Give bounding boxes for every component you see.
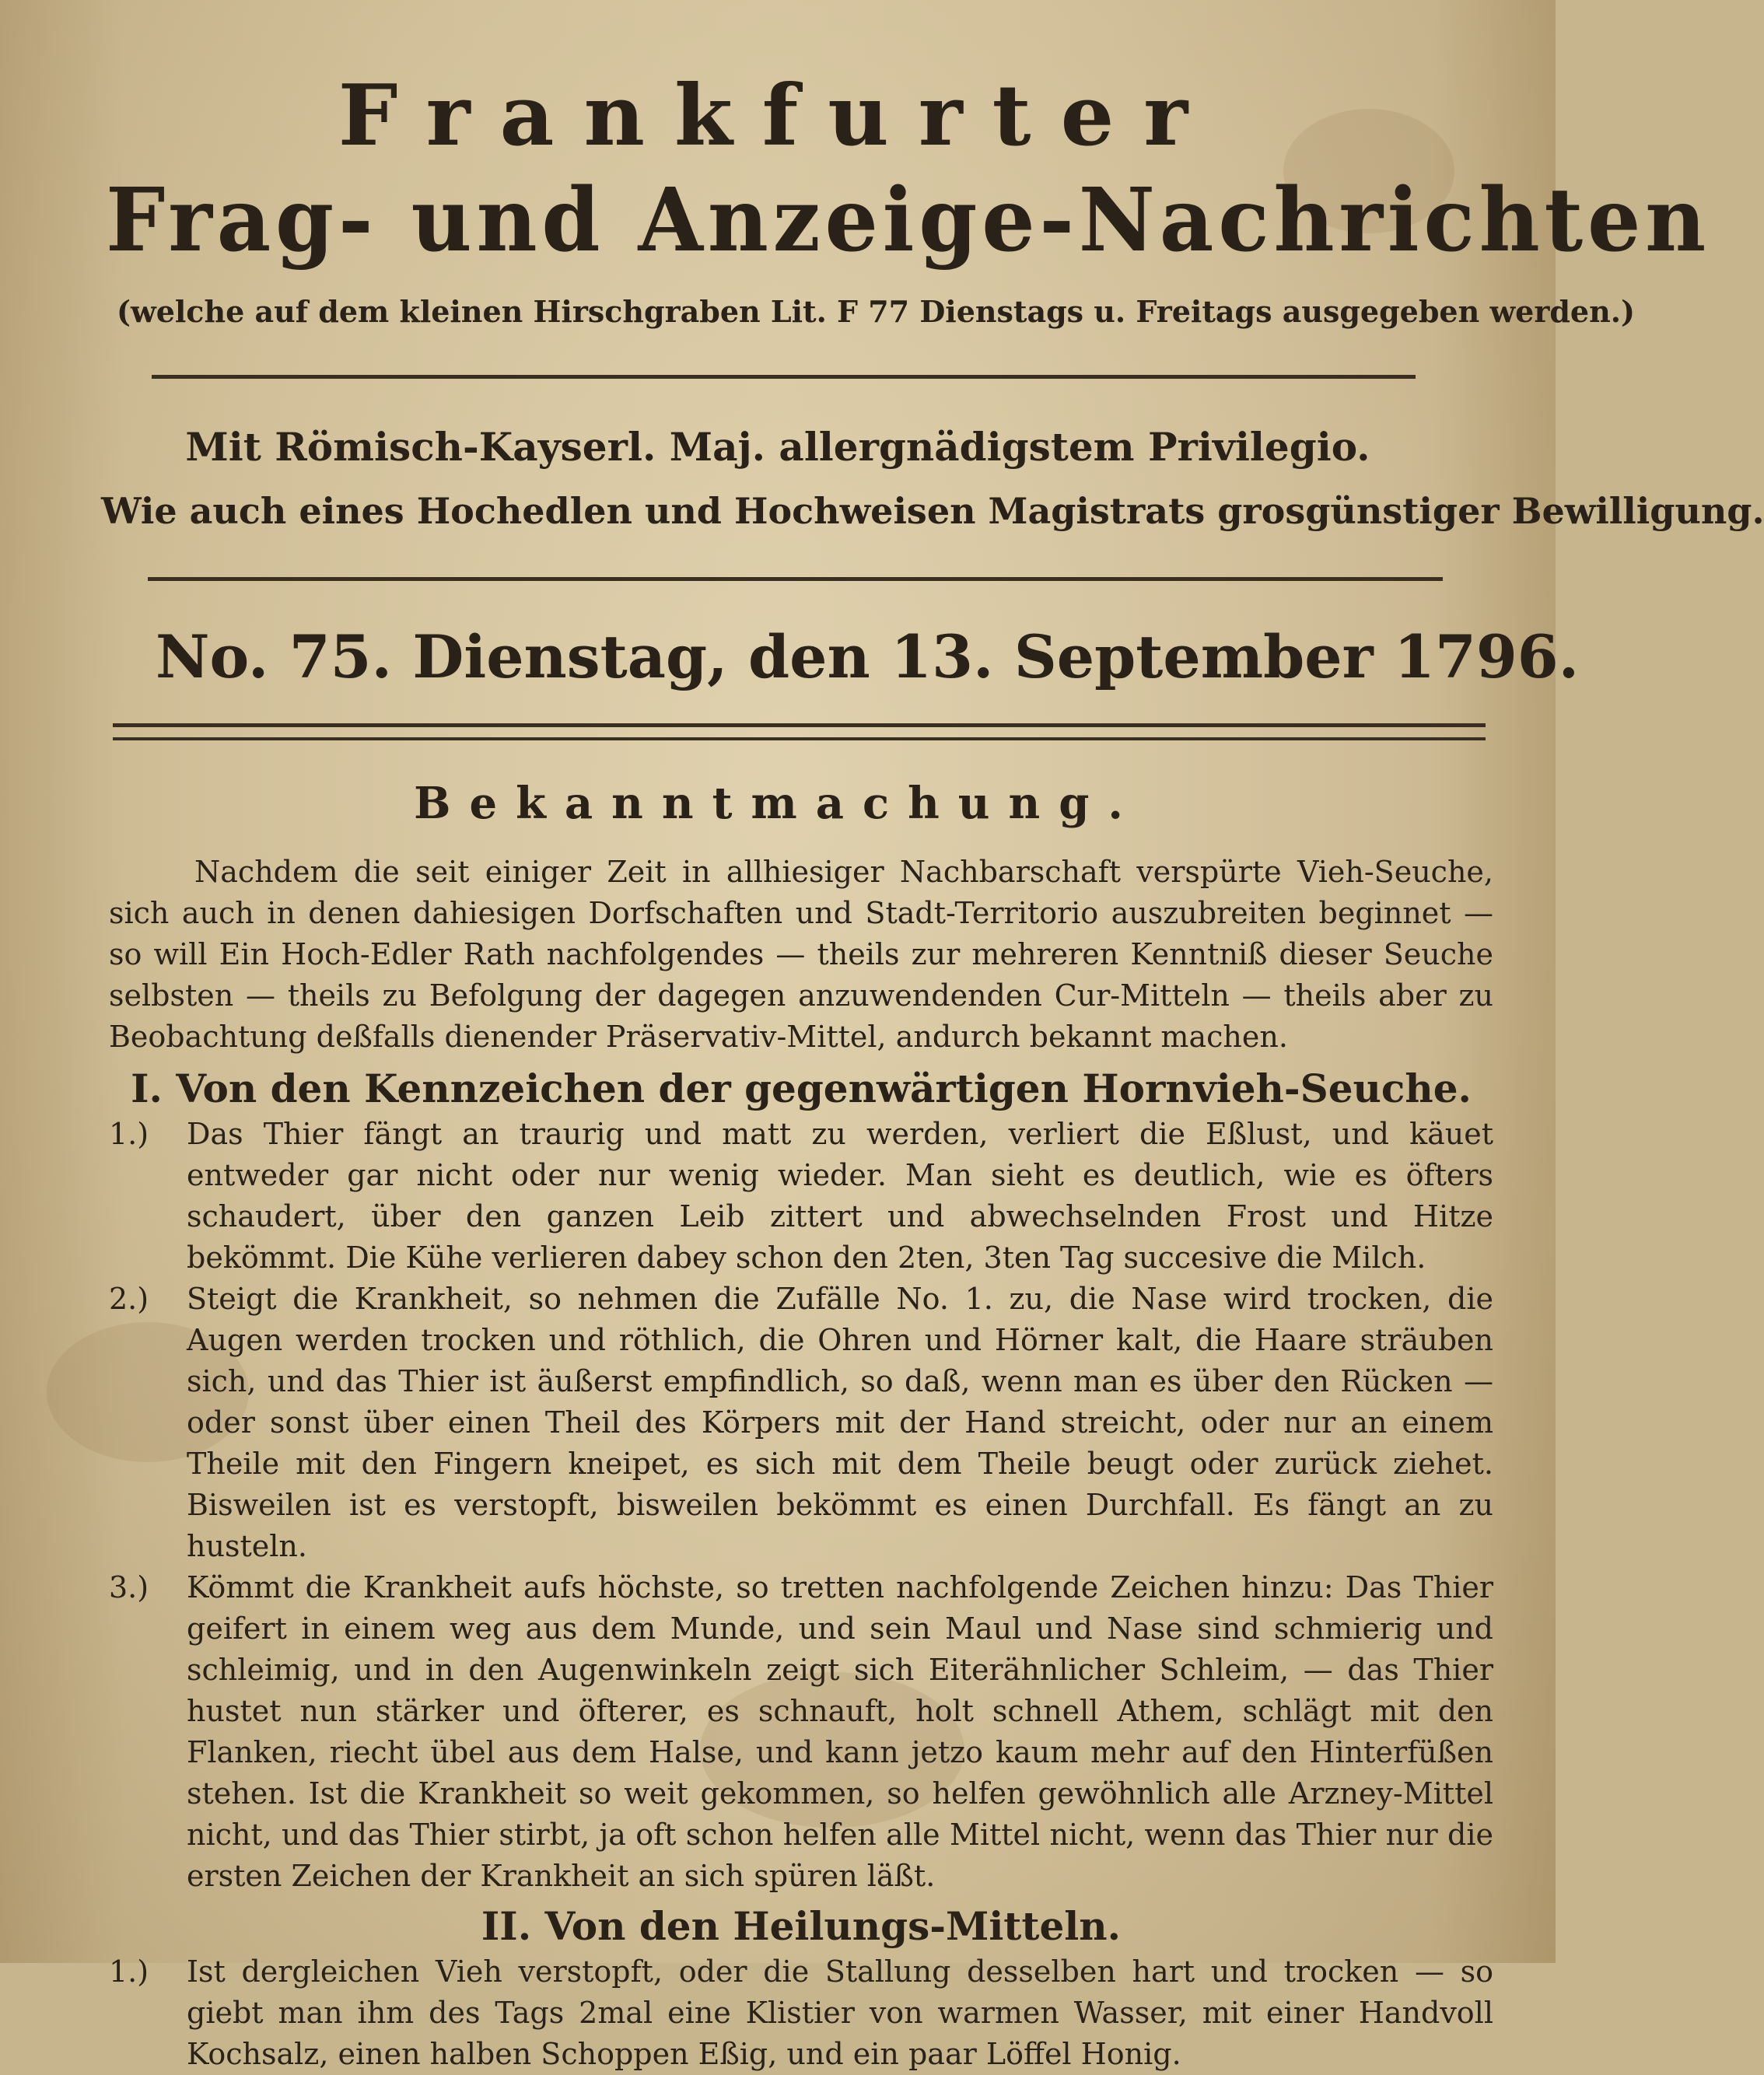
approval-line: Wie auch eines Hochedlen und Hochweisen Magistrats grosgünstiger Bewilligung. [101, 490, 1764, 532]
item-text: Steigt die Krankheit, so nehmen die Zufälle No. 1. zu, die Nase wird trocken, die Augen werden trocken und röthlich, die Ohren und Hörner kalt, die Haare sträuben sich, und das Thier ist äußerst empfindlich, so daß, wenn man es über den Rücken — oder sonst über einen Theil des Körpers mit der Hand streicht, oder nur an einem Theile mit den Fingern kneipet, es sich mit dem Theile beugt oder zurück ziehet. Bisweilen ist es verstopft, bisweilen bekömmt es einen Durchfall. Es fängt an zu husteln. [187, 1282, 1493, 1563]
section-heading: II. Von den Heilungs-Mitteln. [481, 1903, 1122, 1949]
masthead-title: Frag- und Anzeige-Nachrichten [106, 170, 1711, 271]
divider-rule [113, 723, 1486, 727]
masthead-subtitle: (welche auf dem kleinen Hirschgraben Lit. F 77 Dienstags u. Freitags ausgegeben werden.) [117, 294, 1635, 329]
item-number: 1.) [109, 1117, 149, 1151]
masthead-city: Frankfurter [338, 67, 1218, 165]
item-text: Kömmt die Krankheit aufs höchste, so tretten nachfolgende Zeichen hinzu: Das Thier geifert in einem weg aus dem Munde, und sein Maul und Nase sind schmierig und schleimig, und in den Augenwinkeln zeigt sich Eiterähnlicher Schleim, — das Thier hustet nun stärker und öfterer, es schnauft, holt schnell Athem, schlägt mit den Flanken, riecht übel aus dem Halse, und kann jetzo kaum mehr auf den Hinterfüßen stehen. Ist die Krankheit so weit gekommen, so helfen gewöhnlich alle Arzney-Mittel nicht, und das Thier stirbt, ja oft schon helfen alle Mittel nicht, wenn das Thier nur die ersten Zeichen der Krankheit an sich spüren läßt. [187, 1570, 1493, 1893]
item-text: Ist dergleichen Vieh verstopft, oder die Stallung desselben hart und trocken — so giebt man ihm des Tags 2mal eine Klistier von warmen Wasser, mit einer Handvoll Kochsalz, einen halben Schoppen Eßig, und ein paar Löffel Honig. [187, 1954, 1493, 2071]
section-heading: I. Von den Kennzeichen der gegenwärtigen Hornvieh-Seuche. [131, 1065, 1472, 1111]
item-text: Das Thier fängt an traurig und matt zu werden, verliert die Eßlust, und käuet entweder gar nicht oder nur wenig wieder. Man sieht es deutlich, wie es öfters schaudert, über den ganzen Leib zittert und abwechselnden Frost und Hitze bekömmt. Die Kühe verlieren dabey schon den 2ten, 3ten Tag succesive die Milch. [187, 1117, 1493, 1275]
item-number: 2.) [109, 1282, 149, 1316]
notice-title: Bekanntmachung. [414, 778, 1142, 829]
privilege-line: Mit Römisch-Kayserl. Maj. allergnädigstem Privilegio. [185, 424, 1370, 470]
notice-body [109, 852, 1493, 2075]
divider-rule [148, 577, 1443, 581]
list-item [109, 1114, 1493, 1279]
divider-rule [152, 375, 1416, 379]
notice-intro: Nachdem die seit einiger Zeit in allhiesiger Nachbarschaft verspürte Vieh-Seuche, sich auch in denen dahiesigen Dorfschaften und Stadt-Territorio auszubreiten beginnet — so will Ein Hoch-Edler Rath nachfolgendes — theils zur mehreren Kenntniß dieser Seuche selbsten — theils zu Befolgung der dagegen anzuwendenden Cur-Mitteln — theils aber zu Beobachtung deßfalls dienender Präservativ-Mittel, andurch bekannt machen. [109, 855, 1493, 1054]
divider-rule [113, 737, 1486, 740]
item-number: 1.) [109, 1954, 149, 1989]
issue-line: No. 75. Dienstag, den 13. September 1796. [156, 622, 1580, 691]
list-item [109, 1951, 1493, 2075]
list-item [109, 1279, 1493, 1567]
list-item [109, 1567, 1493, 1897]
item-number: 3.) [109, 1570, 149, 1604]
